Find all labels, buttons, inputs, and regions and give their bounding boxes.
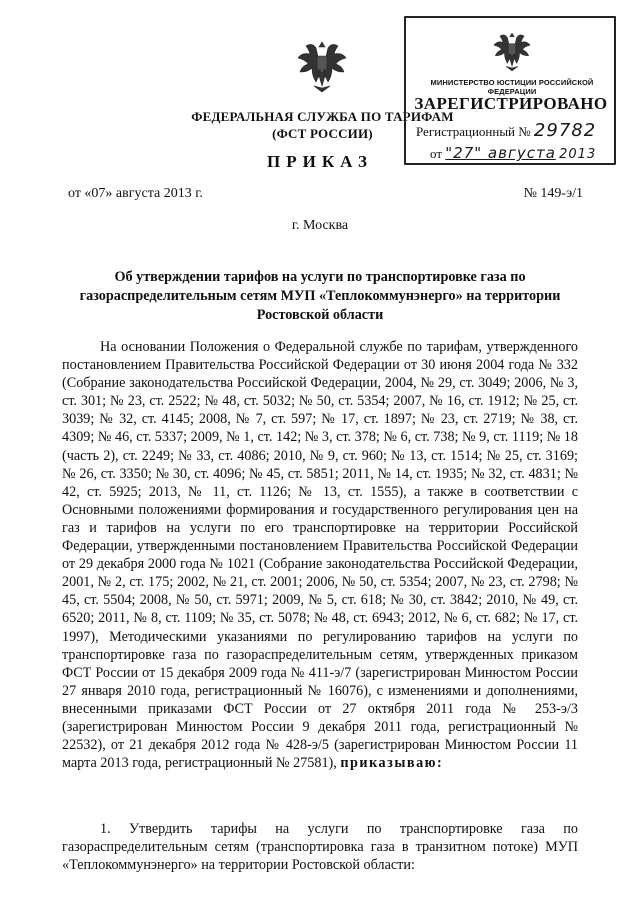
order-word: приказываю: — [340, 755, 444, 772]
russian-coat-of-arms-icon — [296, 38, 348, 96]
document-title: ПРИКАЗ — [267, 152, 373, 171]
preamble-paragraph — [62, 338, 578, 772]
stamp-ministry: МИНИСТЕРСТВО ЮСТИЦИИ РОССИЙСКОЙ ФЕДЕРАЦИИ — [430, 78, 594, 96]
stamp-reg-number-label: Регистрационный № — [416, 124, 531, 139]
stamp-date-prefix: от — [430, 146, 443, 161]
stamp-date-value: "27" августа — [445, 144, 556, 162]
preamble-text: На основании Положения о Федеральной службе по тарифам, утвержденного постановлением Правительства Российской Федерации от 30 июня 2004 года № 332 (Собрание законодательства Российской Федерации, 2004, № 29, ст. 3049; 2006, № 3, ст. 301; № 23, ст. 2522; № 48, ст. 5032; № 50, ст. 5354; 2007, № 16, ст. 1912; № 25, ст. 3039; № 32, ст. 4145; 2008, № 7, ст. 597; № 17, ст. 1897; № 23, ст. 2719; № 38, ст. 4309; № 46, ст. 5337; 2009, № 1, ст. 142; № 3, ст. 378; № 6, ст. 738; № 9, ст. 1119; № 18 (часть 2), ст. 2249; № 33, ст. 4086; 2010, № 9, ст. 960; № 13, ст. 1514; № 25, ст. 3169; № 26, ст. 3350; № 30, ст. 4096; № 45, ст. 5851; 2011, № 14, ст. 1935; № 32, ст. 4831; № 42, ст. 5925; 2013, № 11, ст. 1126; № 13, ст. 1555), а также в соответствии с Основными положениями формирования и государственного регулирования цен на газ и тарифов на услуги по его транспортировке на территории Российской Федерации, утвержденными постановлением Правительства Российской Федерации от 29 декабря 2000 года № 1021 (Собрание законодательства Российской Федерации, 2001, № 2, ст. 175; 2002, № 21, ст. 2001; 2006, № 50, ст. 5354; 2007, № 23, ст. 2798; № 45, ст. 5504; 2008, № 50, ст. 5971; 2009, № 5, ст. 618; № 30, ст. 3842; 2010, № 49, ст. 6520; 2011, № 8, ст. 1109; № 35, ст. 5078; № 48, ст. 6943; 2012, № 6, ст. 682; № 17, ст. 1997), Методическими указаниями по регулированию тарифов на услуги по транспортировке газа по газораспределительным сетям, утвержденных приказом ФСТ России от 15 декабря 2009 года № 411-э/7 (зарегистрирован Минюстом России 27 января 2010 года, регистрационный № 16076), с изменениями и дополнениями, внесенными приказами ФСТ России от 27 октября 2011 года № 253-э/3 (зарегистрирован Минюстом России 9 декабря 2011 года, регистрационный № 22532), от 21 декабря 2012 года № 428-э/5 (зарегистрирован Минюстом России 11 марта 2013 года, регистрационный № 27581), — [62, 339, 578, 772]
document-subject: Об утверждении тарифов на услуги по транспортировке газа по газораспределительным сетям МУП «Теплокоммунэнерго» на территории Ростовской области — [79, 269, 561, 323]
registration-stamp — [404, 16, 616, 165]
agency-abbreviation: (ФСТ РОССИИ) — [272, 126, 373, 141]
stamp-coat-of-arms-icon — [492, 30, 532, 74]
document-city: г. Москва — [291, 218, 349, 233]
agency-name: ФЕДЕРАЛЬНАЯ СЛУЖБА ПО ТАРИФАМ — [191, 109, 454, 124]
stamp-registered: ЗАРЕГИСТРИРОВАНО — [414, 94, 608, 113]
order-item-1: 1. Утвердить тарифы на услуги по транспортировке газа по газораспределительным сетям (транспортировка газа в транзитном потоке) МУП «Теплокоммунэнерго» на территории Ростовской области: — [62, 821, 578, 874]
stamp-reg-number-row — [416, 120, 596, 141]
stamp-year-value: 2013 — [559, 147, 597, 162]
document-number: № 149-э/1 — [523, 186, 583, 201]
stamp-reg-number-value: 29782 — [533, 120, 597, 141]
document-date: от «07» августа 2013 г. — [68, 186, 203, 201]
